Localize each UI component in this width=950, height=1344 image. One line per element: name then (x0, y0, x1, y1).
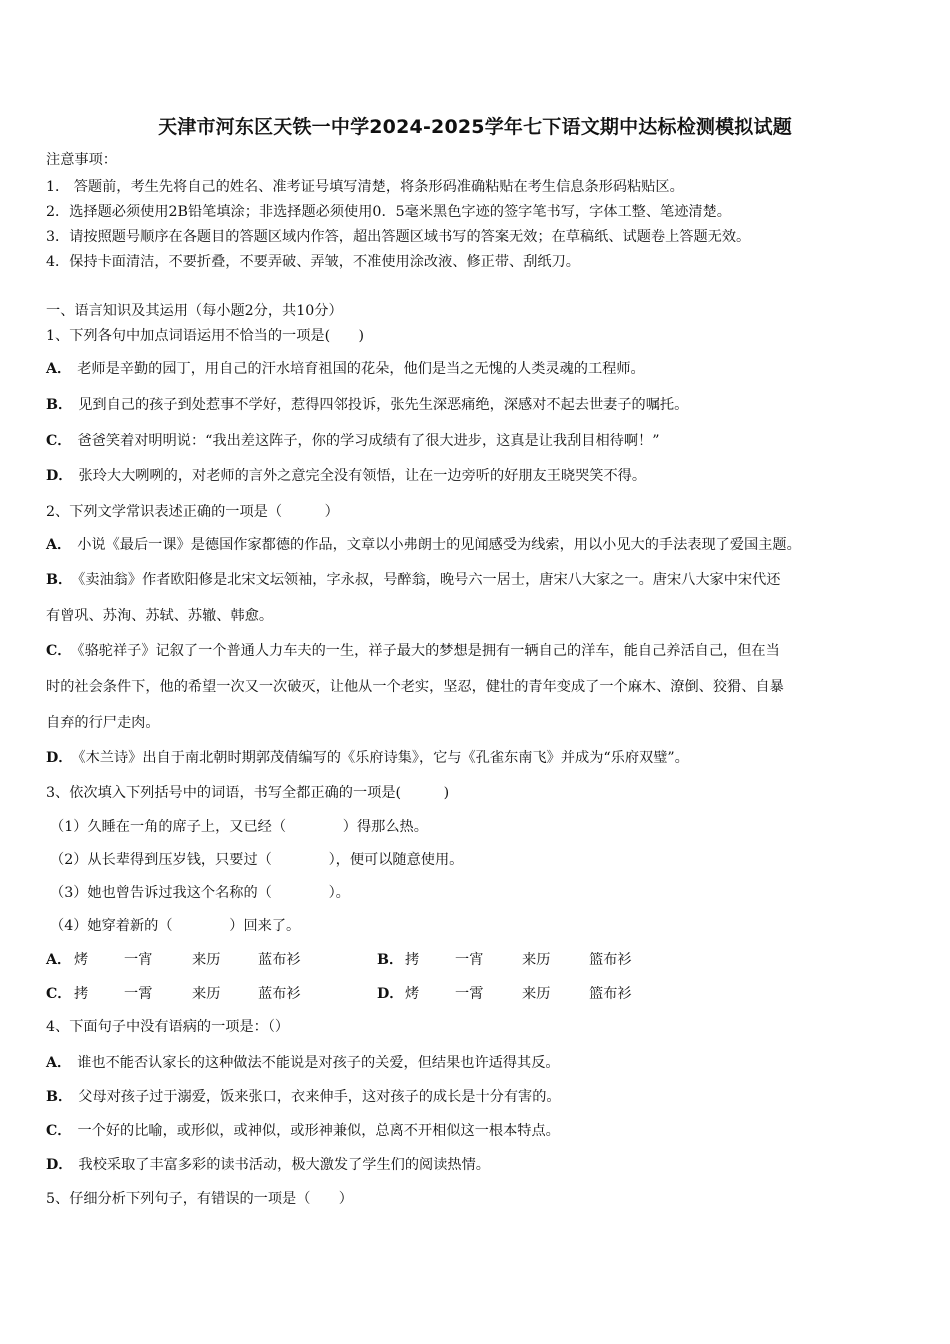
option-text: 《骆驼祥子》记叙了一个普通人力车夫的一生，祥子最大的梦想是拥有一辆自己的洋车，能自己养活自己，但在当 (77, 643, 780, 659)
choice-label: A． (46, 952, 72, 968)
choice-word: 拷 (405, 952, 420, 968)
q3-stem: 3、依次填入下列括号中的词语，书写全都正确的一项是( ) (46, 785, 450, 801)
choice-word: 一霄 (124, 986, 153, 1002)
q3-choices-row-1 (46, 950, 906, 970)
q3-choices-row-2 (46, 984, 906, 1004)
option-label: D． (46, 468, 73, 484)
q2-option-c-cont-2: 自弃的行尸走肉。 (46, 715, 160, 731)
choice-word: 篮布衫 (589, 952, 632, 968)
option-text: 我校采取了丰富多彩的读书活动，极大激发了学生们的阅读热情。 (78, 1157, 490, 1173)
choice-word: 拷 (74, 986, 89, 1002)
q1-option-a (46, 359, 645, 379)
q5-stem: 5、仔细分析下列句子，有错误的一项是（ ） (46, 1191, 353, 1207)
notice-item-4: 4．保持卡面清洁，不要折叠，不要弄破、弄皱，不准使用涂改液、修正带、刮纸刀。 (46, 254, 580, 270)
q2-option-c-cont-1: 时的社会条件下，他的希望一次又一次破灭，让他从一个老实，坚忍，健壮的青年变成了一个麻木、潦倒、狡猾、自暴 (46, 679, 784, 695)
option-label: B． (46, 397, 73, 413)
choice-word: 一宵 (124, 952, 153, 968)
q2-option-b-cont: 有曾巩、苏洵、苏轼、苏辙、韩愈。 (46, 608, 274, 624)
choice-word: 烤 (405, 986, 420, 1002)
option-text: 小说《最后一课》是德国作家都德的作品，文章以小弗朗士的见闻感受为线索，用以小见大的手法表现了爱国主题。 (77, 537, 801, 553)
section-heading: 一、语言知识及其运用（每小题2分，共10分） (46, 303, 343, 319)
choice-label: C． (46, 986, 72, 1002)
q4-stem: 4、下面句子中没有语病的一项是：（） (46, 1019, 290, 1035)
choice-word: 一宵 (455, 952, 484, 968)
q1-stem: 1、下列各句中加点词语运用不恰当的一项是( ) (46, 328, 365, 344)
q3-blank-4: （4）她穿着新的（ ）回来了。 (50, 918, 301, 934)
choice-word: 一霄 (455, 986, 484, 1002)
choice-word: 来历 (522, 986, 551, 1002)
q3-blank-1: （1）久睡在一角的席子上，又已经（ ）得那么热。 (50, 819, 428, 835)
option-text: 张玲大大咧咧的，对老师的言外之意完全没有领悟，让在一边旁听的好朋友王晓哭笑不得。 (78, 468, 647, 484)
choice-word: 蓝布衫 (258, 986, 301, 1002)
option-label: D． (46, 750, 73, 766)
notice-item-3: 3．请按照题号顺序在各题目的答题区域内作答，超出答题区域书写的答案无效；在草稿纸、试题卷上答题无效。 (46, 229, 751, 245)
q3-blank-2: （2）从长辈得到压岁钱，只要过（ ），便可以随意使用。 (50, 852, 464, 868)
notice-item-2: 2．选择题必须使用2B铅笔填涂；非选择题必须使用0．5毫米黑色字迹的签字笔书写，字体工整、笔迹清楚。 (46, 204, 731, 220)
q1-option-b (46, 395, 688, 415)
option-text: 《卖油翁》作者欧阳修是北宋文坛领袖，字永叔，号醉翁，晚号六一居士，唐宋八大家之一。唐宋八大家中宋代还 (78, 572, 781, 588)
q2-option-c (46, 641, 780, 661)
exam-title: 天津市河东区天铁一中学2024-2025学年七下语文期中达标检测模拟试题 (158, 116, 792, 138)
q4-option-b (46, 1087, 561, 1107)
option-text: 老师是辛勤的园丁，用自己的汗水培育祖国的花朵，他们是当之无愧的人类灵魂的工程师。 (77, 361, 645, 377)
q4-option-d (46, 1155, 490, 1175)
choice-word: 篮布衫 (589, 986, 632, 1002)
choice-word: 来历 (192, 986, 221, 1002)
q1-option-d (46, 466, 646, 486)
option-label: C． (46, 433, 72, 449)
q1-option-c (46, 431, 660, 451)
choice-label: D． (377, 986, 404, 1002)
choice-word: 烤 (74, 952, 89, 968)
choice-word: 来历 (522, 952, 551, 968)
option-text: 谁也不能否认家长的这种做法不能说是对孩子的关爱，但结果也许适得其反。 (77, 1055, 560, 1071)
option-label: B． (46, 1089, 73, 1105)
option-text: 一个好的比喻，或形似，或神似，或形神兼似，总离不开相似这一根本特点。 (77, 1123, 560, 1139)
option-text: 爸爸笑着对明明说：“我出差这阵子，你的学习成绩有了很大进步，这真是让我刮目相待啊！” (77, 433, 660, 449)
choice-word: 蓝布衫 (258, 952, 301, 968)
option-label: D． (46, 1157, 73, 1173)
choice-label: B． (377, 952, 404, 968)
notice-heading: 注意事项： (46, 152, 117, 168)
q2-option-b (46, 570, 780, 590)
notice-item-1: 1． 答题前，考生先将自己的姓名、准考证号填写清楚，将条形码准确粘贴在考生信息条形码粘贴区。 (46, 179, 684, 195)
choice-word: 来历 (192, 952, 221, 968)
q3-blank-3: （3）她也曾告诉过我这个名称的（ ）。 (50, 885, 350, 901)
q2-option-a (46, 535, 801, 555)
option-text: 《木兰诗》出自于南北朝时期郭茂倩编写的《乐府诗集》，它与《孔雀东南飞》并成为“乐府双璧”。 (78, 750, 689, 766)
option-text: 见到自己的孩子到处惹事不学好，惹得四邻投诉，张先生深恶痛绝，深感对不起去世妻子的嘱托。 (78, 397, 689, 413)
q4-option-a (46, 1053, 560, 1073)
q2-stem: 2、下列文学常识表述正确的一项是（ ） (46, 504, 339, 520)
option-label: C． (46, 1123, 72, 1139)
option-label: C． (46, 643, 72, 659)
option-label: A． (46, 1055, 72, 1071)
option-text: 父母对孩子过于溺爱，饭来张口，衣来伸手，这对孩子的成长是十分有害的。 (78, 1089, 561, 1105)
q2-option-d (46, 748, 689, 768)
option-label: A． (46, 537, 72, 553)
q4-option-c (46, 1121, 560, 1141)
option-label: B． (46, 572, 73, 588)
option-label: A． (46, 361, 72, 377)
